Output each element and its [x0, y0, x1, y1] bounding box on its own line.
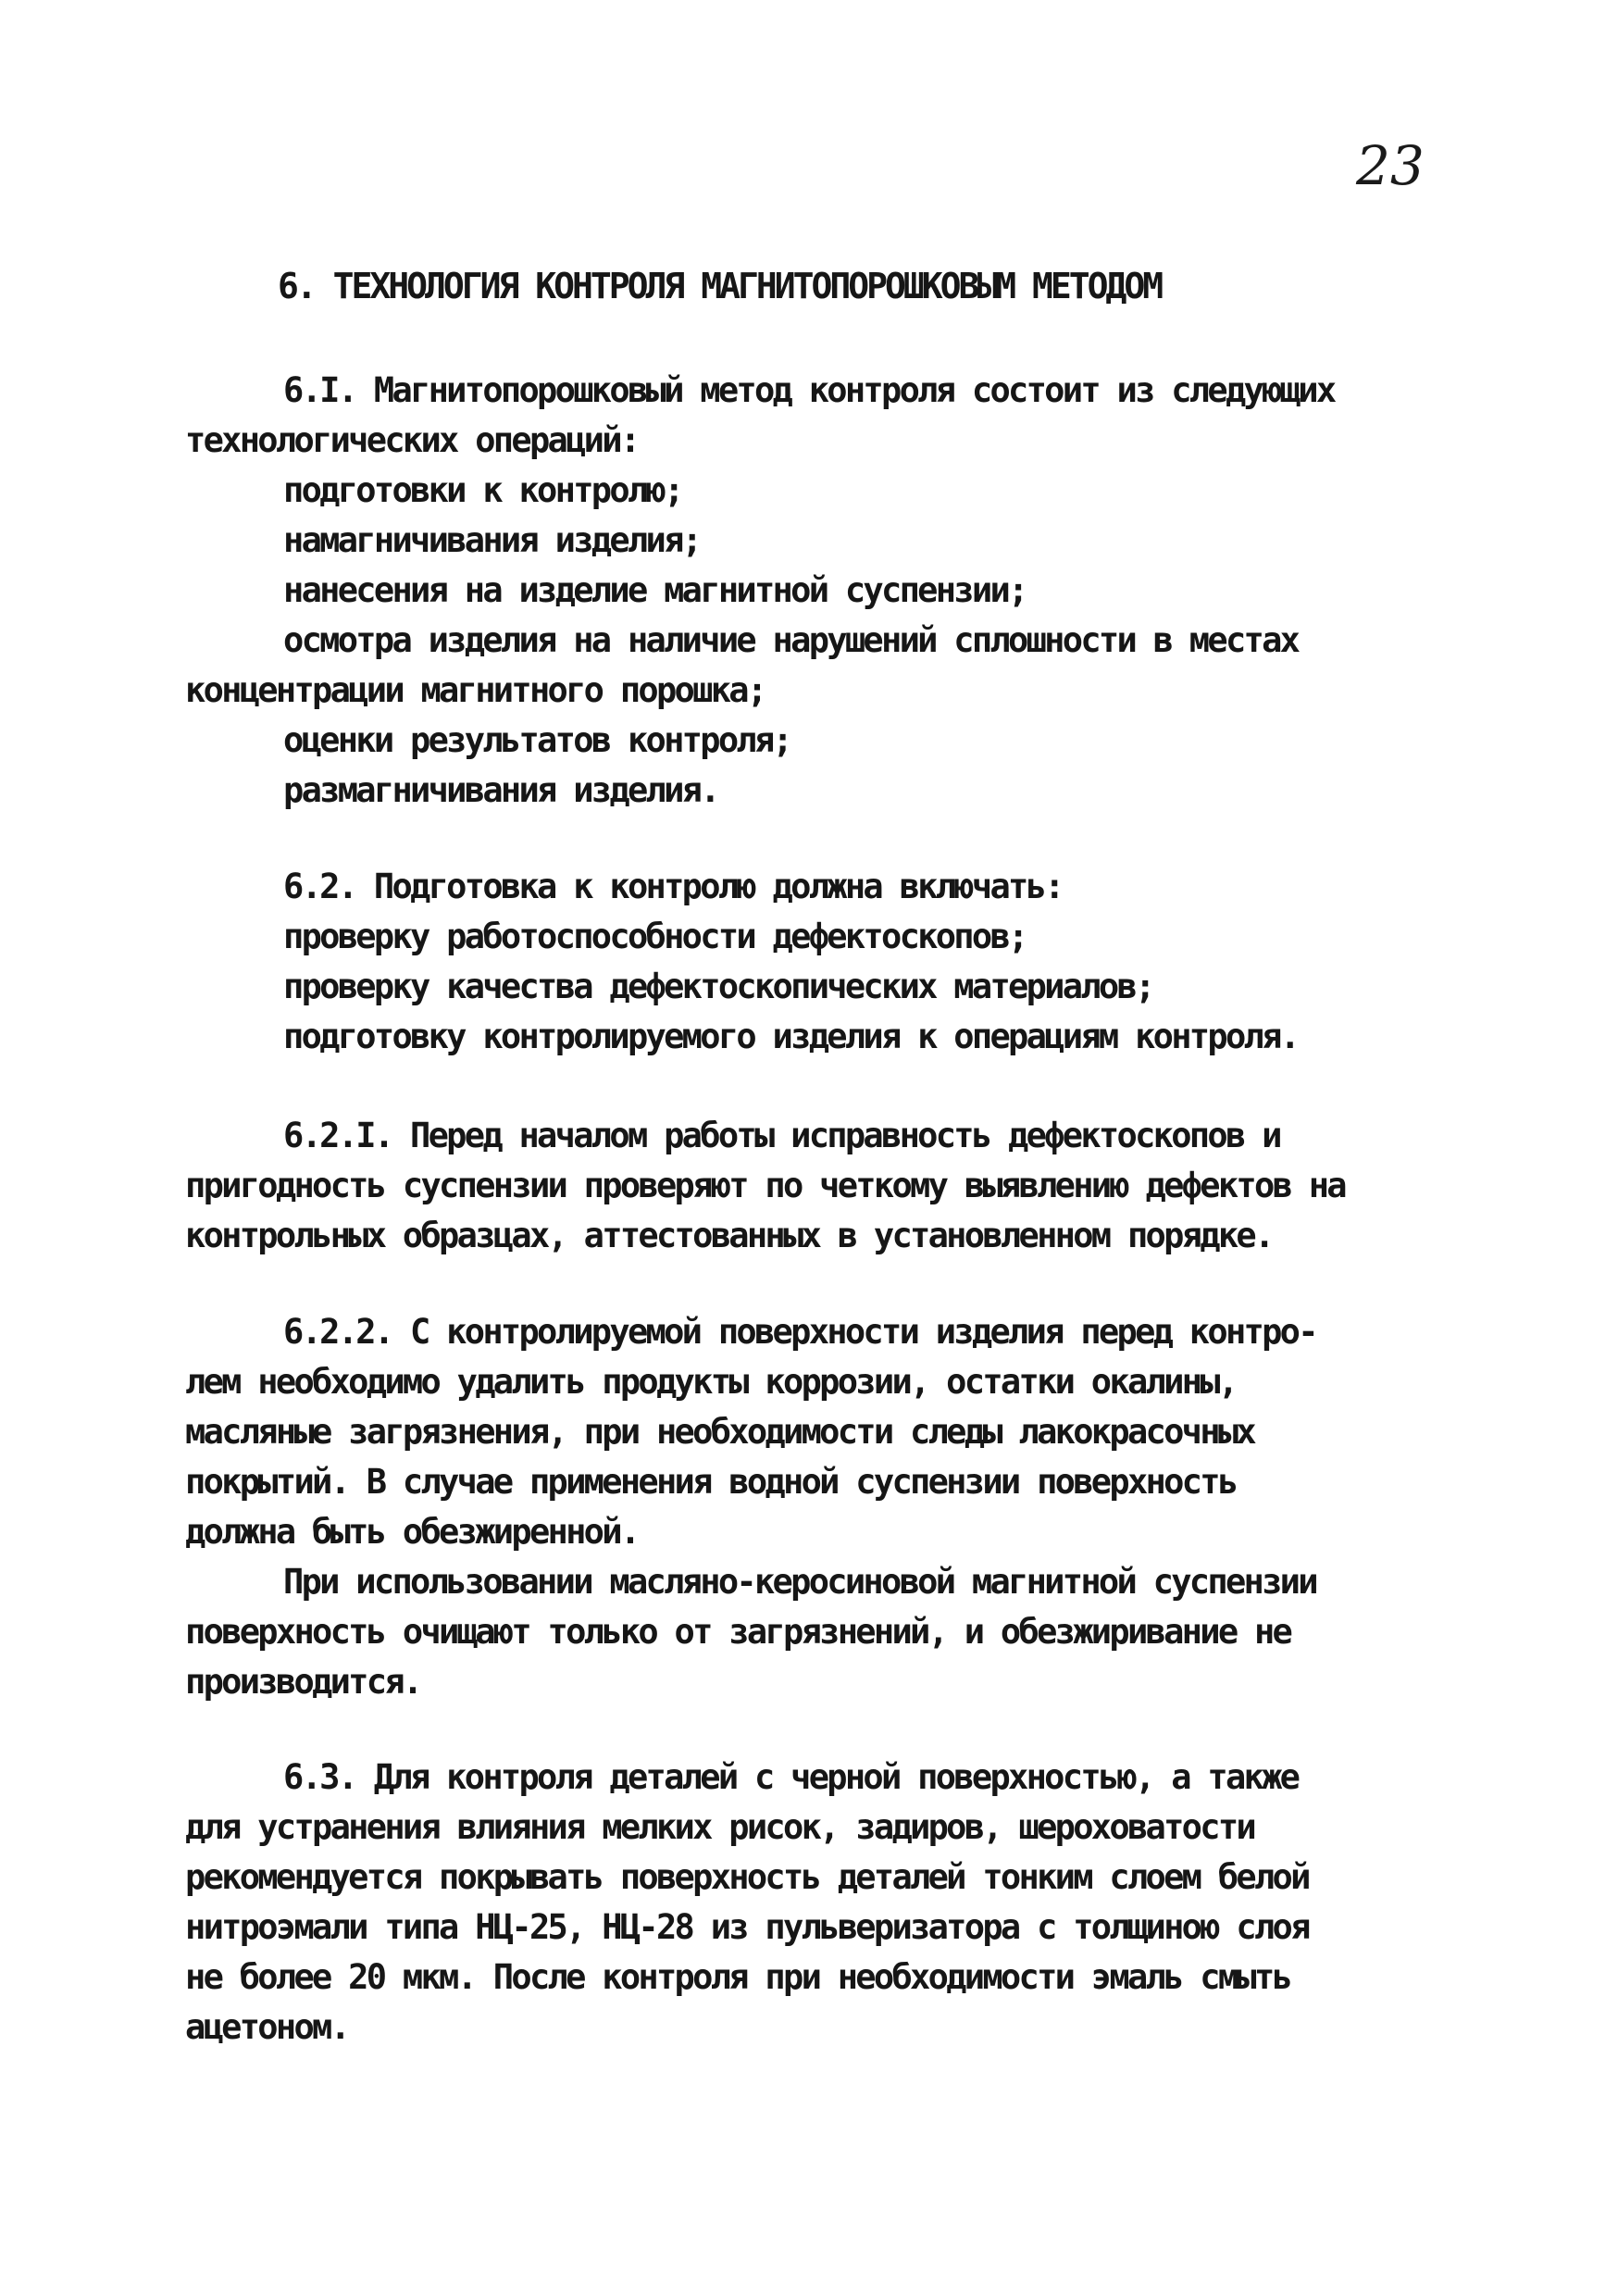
- paragraph-6-3-line: нитроэмали типа НЦ-25, НЦ-28 из пульверизатора с толщиною слоя: [185, 1907, 1309, 1947]
- list-item: нанесения на изделие магнитной суспензии;: [283, 570, 1027, 610]
- list-item: оценки результатов контроля;: [283, 720, 791, 760]
- paragraph-6-2-line: 6.2. Подготовка к контролю должна включать:: [283, 867, 1063, 906]
- paragraph-6-1-line: концентрации магнитного порошка;: [185, 670, 765, 710]
- paragraph-6-2-2-note-line: поверхность очищают только от загрязнений, и обезжиривание не: [185, 1612, 1291, 1652]
- list-item: подготовки к контролю;: [283, 470, 682, 510]
- paragraph-6-2-1-line: пригодность суспензии проверяют по четкому выявлению дефектов на: [185, 1166, 1345, 1205]
- paragraph-6-2-2-note-line: производится.: [185, 1662, 421, 1702]
- section-heading: 6. ТЕХНОЛОГИЯ КОНТРОЛЯ МАГНИТОПОРОШКОВЫМ МЕТОДОМ: [278, 266, 1162, 306]
- paragraph-6-2-2-line: 6.2.2. С контролируемой поверхности изделия перед контро-: [283, 1312, 1316, 1352]
- paragraph-6-2-2-line: должна быть обезжиренной.: [185, 1512, 639, 1552]
- paragraph-6-2-2-note-line: При использовании масляно-керосиновой магнитной суспензии: [283, 1562, 1316, 1602]
- paragraph-6-2-2-line: покрытий. В случае применения водной суспензии поверхность: [185, 1462, 1237, 1502]
- list-item: подготовку контролируемого изделия к операциям контроля.: [283, 1017, 1299, 1056]
- paragraph-6-3-line: ацетоном.: [185, 2007, 349, 2047]
- paragraph-6-3-line: для устранения влияния мелких рисок, задиров, шероховатости: [185, 1807, 1254, 1847]
- list-item: размагничивания изделия.: [283, 770, 718, 810]
- page-number: 23: [1356, 134, 1425, 197]
- paragraph-6-2-1-line: контрольных образцах, аттестованных в установленном порядке.: [185, 1216, 1273, 1255]
- paragraph-6-2-2-line: лем необходимо удалить продукты коррозии, остатки окалины,: [185, 1362, 1237, 1402]
- paragraph-6-3-line: 6.3. Для контроля деталей с черной поверхностью, а также: [283, 1757, 1299, 1797]
- list-item: осмотра изделия на наличие нарушений сплошности в местах: [283, 620, 1299, 660]
- paragraph-6-2-1-line: 6.2.I. Перед началом работы исправность дефектоскопов и: [283, 1116, 1280, 1155]
- list-item: проверку работоспособности дефектоскопов;: [283, 917, 1027, 956]
- paragraph-6-3-line: рекомендуется покрывать поверхность деталей тонким слоем белой: [185, 1857, 1309, 1897]
- list-item: намагничивания изделия;: [283, 520, 701, 560]
- paragraph-6-2-2-line: масляные загрязнения, при необходимости следы лакокрасочных: [185, 1412, 1254, 1452]
- paragraph-6-1-line: технологических операций:: [185, 420, 639, 460]
- paragraph-6-3-line: не более 20 мкм. После контроля при необходимости эмаль смыть: [185, 1957, 1291, 1997]
- paragraph-6-1-line: 6.I. Магнитопорошковый метод контроля состоит из следующих: [283, 370, 1335, 410]
- list-item: проверку качества дефектоскопических материалов;: [283, 967, 1153, 1006]
